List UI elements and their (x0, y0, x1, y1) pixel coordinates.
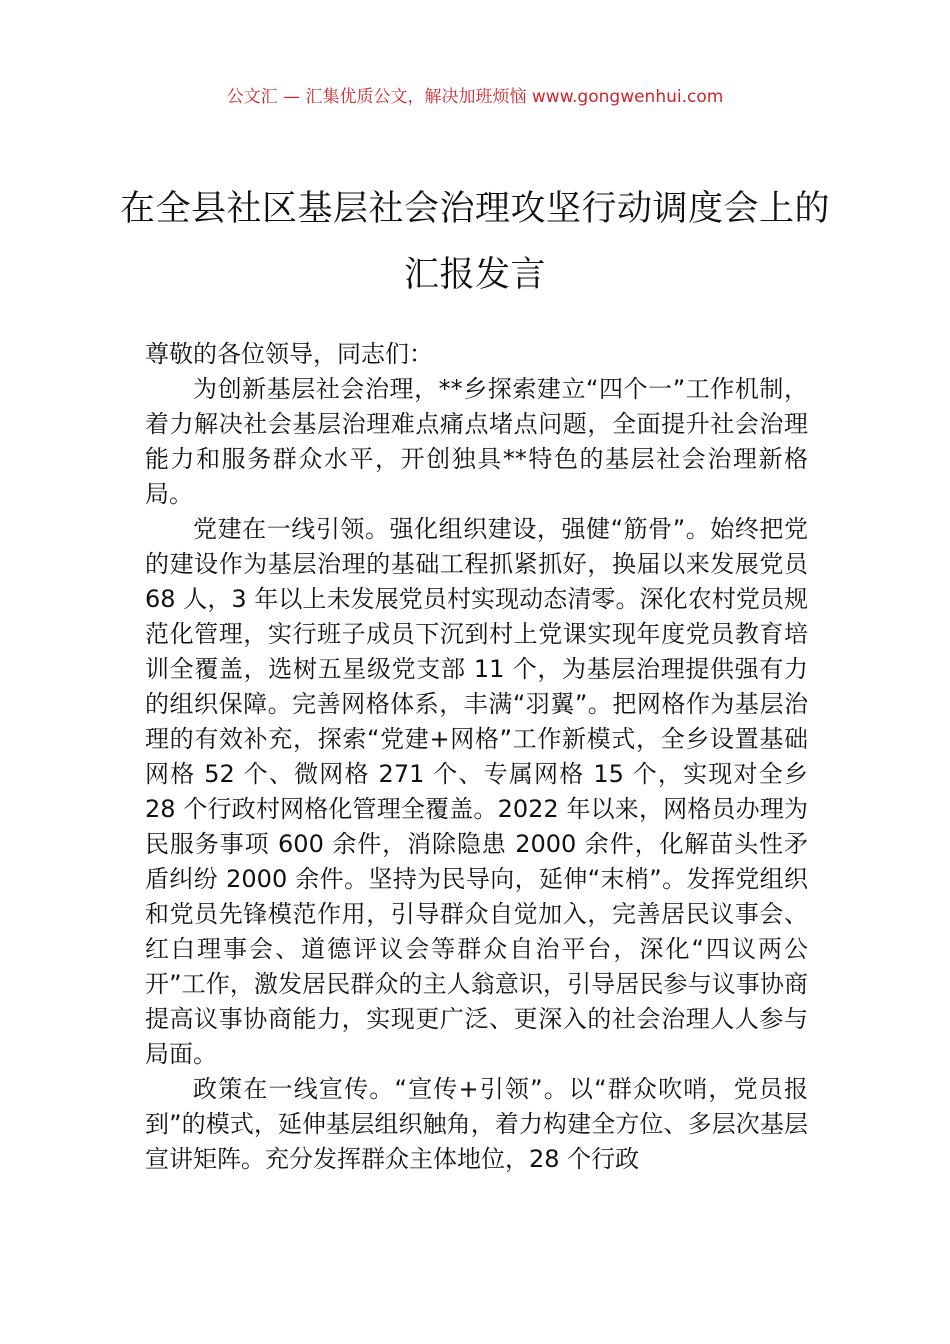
paragraph-policy-publicity: 政策在一线宣传。“宣传+引领”。以“群众吹哨，党员报到”的模式，延伸基层组织触角，着力构建全方位、多层次基层宣讲矩阵。充分发挥群众主体地位，28 个行政 (145, 1075, 808, 1173)
document-title: 在全县社区基层社会治理攻坚行动调度会上的汇报发言 (120, 189, 831, 295)
paragraph-party-building: 党建在一线引领。强化组织建设，强健“筋骨”。始终把党的建设作为基层治理的基础工程抓紧抓好，换届以来发展党员 68 人，3 年以上未发展党员村实现动态清零。深化农村党员规范化管理，实行班子成员下沉到村上党课实现年度党员教育培训全覆盖，选树五星级党支部 11 个，为基层治理提供强有力的组织保障。完善网格体系，丰满“羽翼”。把网格作为基层治理的有效补充，探索“党建+网格”工作新模式，全乡设置基础网格 52 个、微网格 271 个、专属网格 15 个，实现对全乡 28 个行政村网格化管理全覆盖。2022 年以来，网格员办理为民服务事项 600 余件，消除隐患 2000 余件，化解苗头性矛盾纠纷 2000 余件。坚持为民导向，延伸“末梢”。发挥党组织和党员先锋模范作用，引导群众自觉加入，完善居民议事会、红白理事会、道德评议会等群众自治平台，深化“四议两公开”工作，激发居民群众的主人翁意识，引导居民参与议事协商提高议事协商能力，实现更广泛、更深入的社会治理人人参与局面。 (145, 515, 808, 1068)
salutation: 尊敬的各位领导，同志们： (145, 340, 433, 368)
source-banner: 公文汇 — 汇集优质公文，解决加班烦恼 www.gongwenhui.com (226, 87, 724, 107)
document-body (145, 337, 808, 1177)
paragraph-intro: 为创新基层社会治理，**乡探索建立“四个一”工作机制，着力解决社会基层治理难点痛点堵点问题，全面提升社会治理能力和服务群众水平，开创独具**特色的基层社会治理新格局。 (145, 375, 808, 508)
